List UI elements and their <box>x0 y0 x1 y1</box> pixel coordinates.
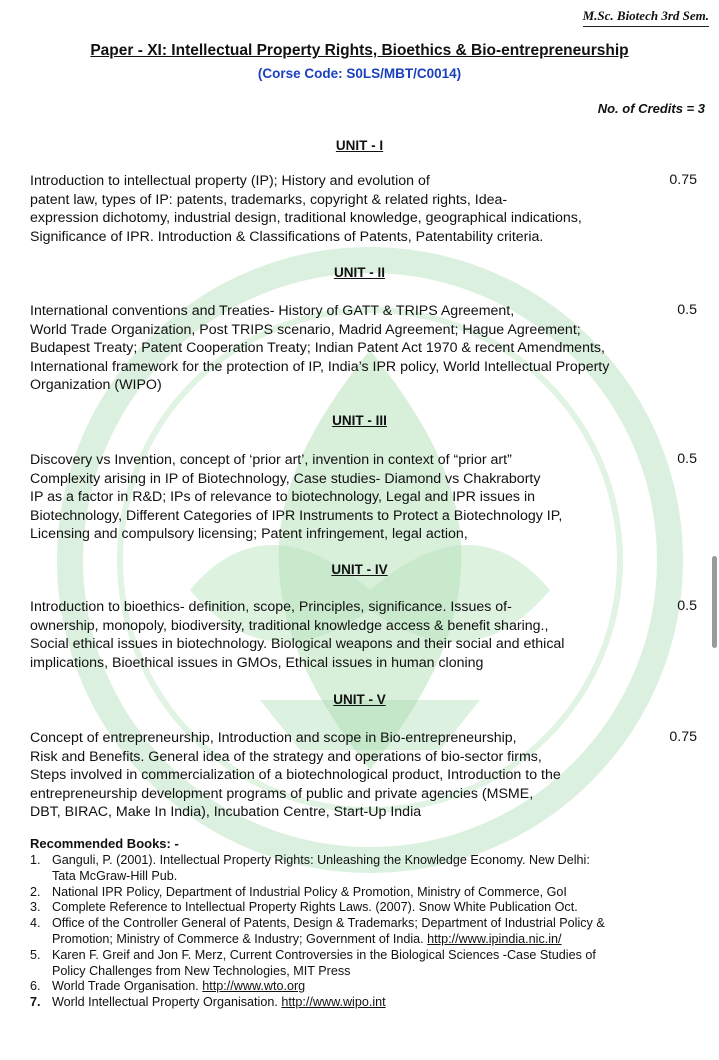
recommended-books-list <box>30 853 700 1011</box>
unit-3-heading: UNIT - III <box>332 413 387 428</box>
list-item-number: 4. <box>30 916 41 931</box>
unit-1-heading: UNIT - I <box>335 138 384 153</box>
unit-line: patent law, types of IP: patents, trademarks, copyright & related rights, Idea- <box>30 191 508 208</box>
unit-line: Steps involved in commercialization of a biotechnological product, Introduction to the <box>30 767 561 783</box>
course-code: (Corse Code: S0LS/MBT/C0014) <box>257 66 462 81</box>
list-item-text: World Intellectual Property Organisation. <box>52 995 282 1010</box>
unit-line: Complexity arising in IP of Biotechnology, Case studies- Diamond vs Chakraborty <box>30 470 541 487</box>
unit-line: DBT, BIRAC, Make In India), Incubation Centre, Start-Up India <box>30 804 422 820</box>
list-item-text: National IPR Policy, Department of Industrial Policy & Promotion, Ministry of Commerce, GoI <box>52 884 567 899</box>
recommended-books-heading: Recommended Books: - <box>30 836 179 851</box>
semester-header <box>583 8 709 27</box>
unit-line: Social ethical issues in biotechnology. Biological weapons and their social and ethical <box>30 636 565 652</box>
list-item-number: 7. <box>30 995 41 1010</box>
list-item-number: 2. <box>30 884 41 899</box>
list-item-number: 1. <box>30 853 41 867</box>
unit-line: implications, Bioethical issues in GMOs, Ethical issues in human cloning <box>30 654 484 671</box>
list-item-number: 3. <box>30 900 41 915</box>
unit-line: Biotechnology, Different Categories of IPR Instruments to Protect a Biotechnology IP, <box>30 507 563 524</box>
unit-3-body <box>30 451 660 544</box>
unit-2-heading: UNIT - II <box>334 265 385 280</box>
unit-1-body <box>30 172 660 246</box>
unit-line: Risk and Benefits. General idea of the strategy and operations of bio-sector firms, <box>30 748 542 765</box>
unit-2-body <box>30 302 660 395</box>
unit-line: Organization (WIPO) <box>30 377 162 393</box>
unit-line: expression dichotomy, industrial design, traditional knowledge, geographical indications, <box>30 210 582 226</box>
semester-label: M.Sc. Biotech 3rd Sem. <box>582 8 709 23</box>
unit-4-body <box>30 598 660 672</box>
unit-line: World Trade Organization, Post TRIPS scenario, Madrid Agreement; Hague Agreement; <box>30 321 581 338</box>
unit-line: Significance of IPR. Introduction & Classifications of Patents, Patentability criteria. <box>30 228 544 245</box>
unit-4-credit: 0.5 <box>677 598 697 614</box>
unit-line: International conventions and Treaties- History of GATT & TRIPS Agreement, <box>30 303 515 319</box>
unit-line: ownership, monopoly, biodiversity, traditional knowledge access & benefit sharing., <box>30 617 549 634</box>
unit-3-credit: 0.5 <box>677 451 697 467</box>
ipindia-link[interactable]: http://www.ipindia.nic.in/ <box>427 931 562 946</box>
unit-line: Licensing and compulsory licensing; Patent infringement, legal action, <box>30 526 468 542</box>
unit-line: Introduction to bioethics- definition, scope, Principles, significance. Issues of- <box>30 599 512 615</box>
unit-4-heading: UNIT - IV <box>331 562 388 577</box>
list-item-text: Policy Challenges from New Technologies, MIT Press <box>52 963 351 978</box>
unit-line: Discovery vs Invention, concept of ‘prior art’, invention in context of “prior art” <box>30 452 512 468</box>
list-item <box>30 995 700 1011</box>
list-item <box>30 853 700 885</box>
unit-2-credit: 0.5 <box>677 302 697 318</box>
unit-line: IP as a factor in R&D; IPs of relevance to biotechnology, Legal and IPR issues in <box>30 489 535 505</box>
unit-line: Budapest Treaty; Patent Cooperation Treaty; Indian Patent Act 1970 & recent Amendments, <box>30 340 605 356</box>
list-item-text: World Trade Organisation. <box>52 979 203 994</box>
list-item-text: Tata McGraw-Hill Pub. <box>52 868 178 883</box>
list-item-text: Complete Reference to Intellectual Property Rights Laws. (2007). Snow White Publication Oct. <box>52 900 578 915</box>
unit-line: Introduction to intellectual property (IP); History and evolution of <box>30 173 430 189</box>
list-item-text: Ganguli, P. (2001). Intellectual Property Rights: Unleashing the Knowledge Economy. New Delhi: <box>52 853 590 867</box>
unit-line: entrepreneurship development programs of public and private agencies (MSME, <box>30 785 534 802</box>
unit-line: International framework for the protection of IP, India’s IPR policy, World Intellectual Property <box>30 358 610 375</box>
list-item <box>30 948 700 980</box>
unit-1-credit: 0.75 <box>669 172 697 188</box>
list-item <box>30 979 700 995</box>
wipo-link[interactable]: http://www.wipo.int <box>281 995 386 1010</box>
list-item-number: 6. <box>30 979 41 994</box>
unit-5-heading: UNIT - V <box>333 692 386 707</box>
list-item-text: Office of the Controller General of Patents, Design & Trademarks; Department of Industrial Policy & <box>52 916 605 931</box>
list-item <box>30 916 700 948</box>
scrollbar-thumb[interactable] <box>712 556 717 648</box>
credits-count: No. of Credits = 3 <box>597 101 705 116</box>
list-item <box>30 885 700 901</box>
unit-5-credit: 0.75 <box>669 729 697 745</box>
list-item <box>30 900 700 916</box>
list-item-text: Karen F. Greif and Jon F. Merz, Current Controversies in the Biological Sciences -Case Studies of <box>52 947 596 962</box>
unit-5-body <box>30 729 660 822</box>
list-item-text: Promotion; Ministry of Commerce & Industry; Government of India. <box>52 931 428 946</box>
paper-title: Paper - XI: Intellectual Property Rights, Bioethics & Bio-entrepreneurship <box>90 42 629 59</box>
list-item-number: 5. <box>30 947 41 962</box>
wto-link[interactable]: http://www.wto.org <box>202 979 306 994</box>
unit-line: Concept of entrepreneurship, Introduction and scope in Bio-entrepreneurship, <box>30 730 517 746</box>
